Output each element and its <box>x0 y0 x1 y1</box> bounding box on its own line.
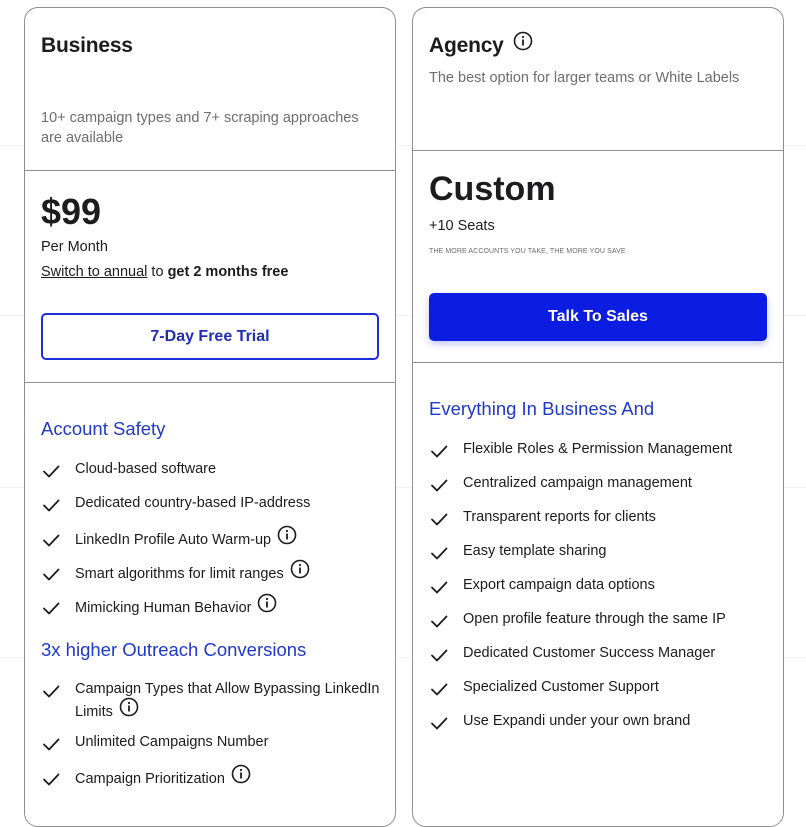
info-icon[interactable] <box>277 525 297 552</box>
agency-description: The best option for larger teams or White Labels <box>429 70 740 86</box>
feature-text-wrap <box>463 541 769 562</box>
feature-text-wrap <box>75 562 381 586</box>
feature-text-wrap <box>463 507 769 528</box>
feature-group-title: Everything In Business And <box>429 398 655 419</box>
feature-text-wrap <box>75 767 381 791</box>
business-pricing <box>25 170 395 383</box>
feature-text-wrap <box>463 711 769 732</box>
feature-text: Smart algorithms for limit ranges <box>75 565 284 582</box>
feature-text: Centralized campaign management <box>463 475 692 491</box>
feature-item <box>429 541 769 563</box>
feature-text-wrap <box>75 459 381 480</box>
check-icon <box>41 734 61 754</box>
feature-group-title: 3x higher Outreach Conversions <box>41 639 307 660</box>
feature-text-wrap <box>463 677 769 698</box>
agency-plan-name <box>429 34 533 58</box>
info-icon[interactable] <box>119 697 139 724</box>
feature-text-wrap <box>463 473 769 494</box>
check-icon <box>41 598 61 618</box>
feature-text: Specialized Customer Support <box>463 679 659 695</box>
feature-text-wrap <box>75 528 381 552</box>
feature-text: Easy template sharing <box>463 543 607 559</box>
check-icon <box>429 475 449 495</box>
agency-pricing <box>413 150 783 363</box>
feature-item <box>41 459 381 481</box>
feature-text: Export campaign data options <box>463 577 655 593</box>
feature-text: Open profile feature through the same IP <box>463 611 726 627</box>
feature-text-wrap <box>75 596 381 620</box>
agency-price: Custom <box>429 170 556 208</box>
feature-text: Campaign Types that Allow Bypassing LinkedIn Limits <box>75 681 380 720</box>
check-icon <box>429 509 449 529</box>
agency-plan-name-text: Agency <box>429 34 504 57</box>
business-header <box>25 8 395 171</box>
check-icon <box>429 713 449 733</box>
feature-text: Campaign Prioritization <box>75 770 225 787</box>
feature-text: Flexible Roles & Permission Management <box>463 441 733 457</box>
feature-item <box>41 562 381 586</box>
free-trial-button[interactable]: 7-Day Free Trial <box>41 313 379 360</box>
check-icon <box>429 611 449 631</box>
check-icon <box>41 681 61 701</box>
feature-item <box>429 507 769 529</box>
feature-item <box>429 439 769 461</box>
feature-text-wrap <box>463 575 769 596</box>
agency-savings-note: THE MORE ACCOUNTS YOU TAKE, THE MORE YOU SAVE <box>429 248 626 255</box>
check-icon <box>41 495 61 515</box>
business-description: 10+ campaign types and 7+ scraping approaches are available <box>41 110 359 146</box>
feature-group-title: Account Safety <box>41 418 166 439</box>
feature-text-wrap <box>75 732 381 753</box>
info-icon[interactable] <box>290 559 310 586</box>
check-icon <box>41 530 61 550</box>
switch-to-annual-link[interactable]: Switch to annual <box>41 264 148 280</box>
check-icon <box>429 679 449 699</box>
feature-text-wrap <box>75 493 381 514</box>
feature-item <box>429 643 769 665</box>
check-icon <box>41 564 61 584</box>
check-icon <box>429 577 449 597</box>
agency-plan-card <box>412 7 784 827</box>
feature-item <box>429 609 769 631</box>
info-icon[interactable] <box>231 764 251 791</box>
feature-text-wrap <box>463 643 769 664</box>
feature-text-wrap <box>463 609 769 630</box>
feature-item <box>429 677 769 699</box>
agency-seats: +10 Seats <box>429 218 495 234</box>
feature-text: Unlimited Campaigns Number <box>75 734 269 750</box>
check-icon <box>41 461 61 481</box>
feature-item <box>429 473 769 495</box>
check-icon <box>429 441 449 461</box>
annual-offer <box>41 264 288 280</box>
business-plan-name: Business <box>41 34 133 57</box>
feature-item <box>41 596 381 620</box>
info-icon[interactable] <box>513 31 533 57</box>
annual-offer-highlight: get 2 months free <box>167 264 289 280</box>
feature-item <box>41 732 381 754</box>
feature-text: Use Expandi under your own brand <box>463 713 691 729</box>
feature-item <box>41 528 381 552</box>
agency-header <box>413 8 783 151</box>
feature-text-wrap <box>463 439 769 460</box>
business-plan-card <box>24 7 396 827</box>
feature-text: LinkedIn Profile Auto Warm-up <box>75 531 272 548</box>
feature-item <box>429 711 769 733</box>
feature-text: Dedicated Customer Success Manager <box>463 645 716 661</box>
annual-offer-connector: to <box>147 264 168 280</box>
feature-item <box>429 575 769 597</box>
info-icon[interactable] <box>257 593 277 620</box>
feature-item <box>41 767 381 791</box>
talk-to-sales-button[interactable]: Talk To Sales <box>429 293 767 341</box>
feature-item <box>41 493 381 515</box>
feature-text: Transparent reports for clients <box>463 509 656 525</box>
feature-text: Dedicated country-based IP-address <box>75 495 311 511</box>
feature-text: Mimicking Human Behavior <box>75 599 252 616</box>
business-period: Per Month <box>41 239 108 255</box>
feature-text: Cloud-based software <box>75 461 217 477</box>
feature-item <box>41 679 381 724</box>
business-price: $99 <box>41 191 102 232</box>
feature-text-wrap <box>75 679 381 724</box>
check-icon <box>41 769 61 789</box>
check-icon <box>429 543 449 563</box>
check-icon <box>429 645 449 665</box>
